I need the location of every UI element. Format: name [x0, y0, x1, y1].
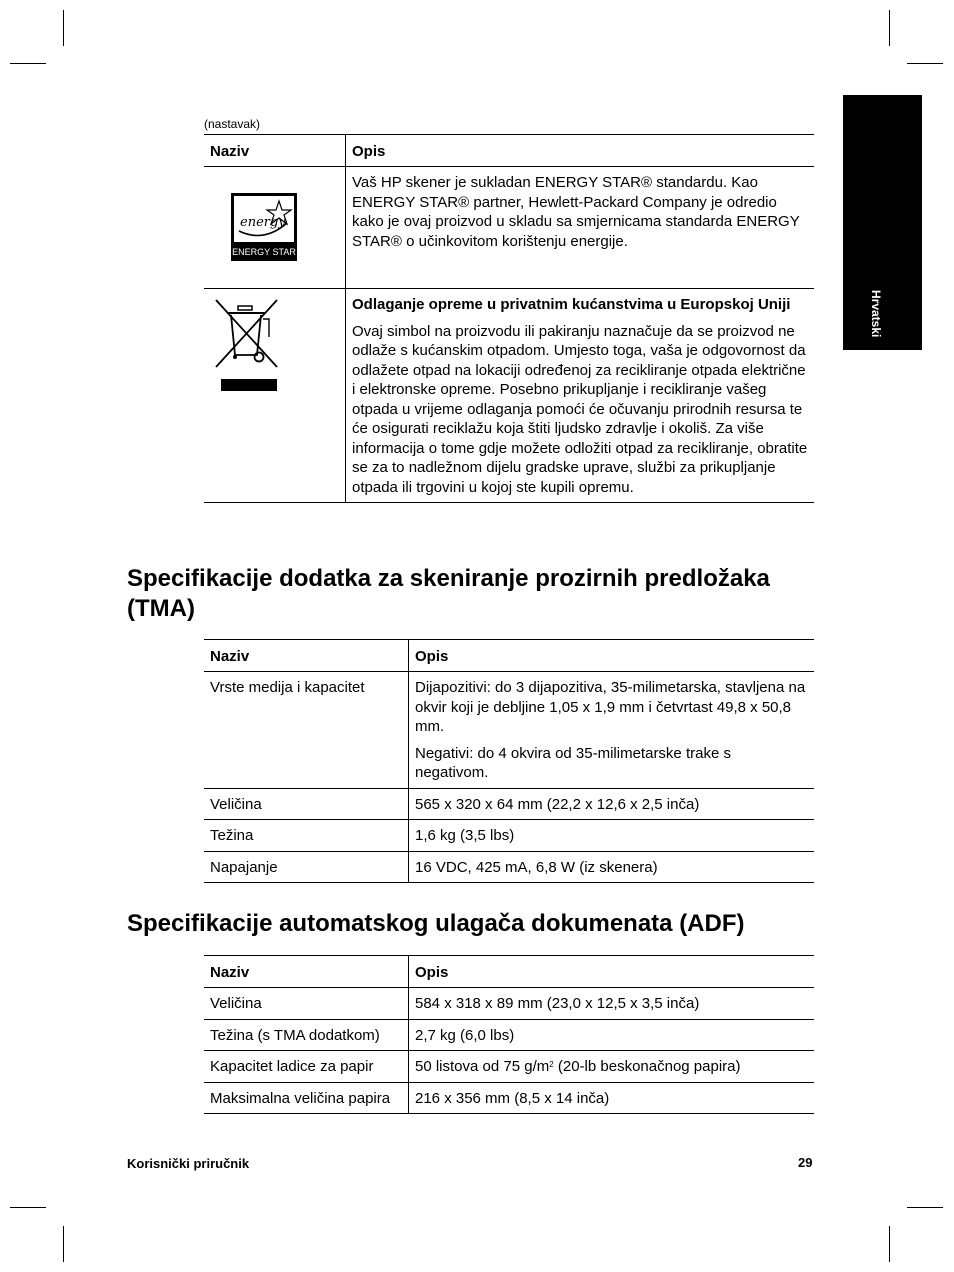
table-row [204, 820, 814, 852]
crop-mark [10, 1207, 46, 1208]
spec-value-text: (20-lb beskonačnog papira) [553, 1058, 741, 1075]
spec-name: Vrste medija i kapacitet [204, 672, 409, 789]
spec-value-text: 50 listova od 75 g/m [415, 1058, 550, 1075]
energy-star-cell [204, 167, 346, 289]
spec-value [409, 672, 815, 789]
header-opis: Opis [409, 640, 815, 672]
continuation-note: (nastavak) [204, 117, 261, 131]
crop-mark [889, 10, 890, 46]
language-tab-label: Hrvatski [869, 290, 883, 338]
weee-cell [204, 289, 346, 503]
svg-text:energy: energy [240, 215, 286, 230]
tma-spec-table [204, 639, 814, 883]
table-row [204, 1082, 814, 1114]
weee-title: Odlaganje opreme u privatnim kućanstvima u Europskoj Uniji [352, 296, 791, 313]
table-row [204, 788, 814, 820]
superscript: 2 [549, 1060, 554, 1069]
spec-value-text: Negativi: do 4 okvira od 35-milimetarske trake s negativom. [415, 744, 731, 781]
table-row [204, 1019, 814, 1051]
table-row [204, 988, 814, 1020]
spec-name: Napajanje [204, 851, 409, 883]
spec-value: 584 x 318 x 89 mm (23,0 x 12,5 x 3,5 inča) [409, 988, 815, 1020]
table-header-row [204, 956, 814, 988]
spec-value: 216 x 356 mm (8,5 x 14 inča) [409, 1082, 815, 1114]
page-number: 29 [798, 1155, 813, 1170]
tma-section-title: Specifikacije dodatka za skeniranje prozirnih predložaka (TMA) [127, 565, 770, 622]
table-header-row [204, 640, 814, 672]
spec-value: 565 x 320 x 64 mm (22,2 x 12,6 x 2,5 inča) [409, 788, 815, 820]
adf-spec-table [204, 955, 814, 1114]
crop-mark [63, 10, 64, 46]
crop-mark [889, 1226, 890, 1262]
energy-star-logo-icon [231, 193, 297, 261]
energy-star-logo-text: ENERGY STAR [232, 247, 296, 257]
spec-value: 1,6 kg (3,5 lbs) [409, 820, 815, 852]
crop-mark [10, 63, 46, 64]
language-tab [843, 95, 922, 350]
spec-name: Težina [204, 820, 409, 852]
crop-mark [63, 1226, 64, 1262]
spec-value: 2,7 kg (6,0 lbs) [409, 1019, 815, 1051]
weee-crossed-bin-icon [213, 297, 283, 393]
header-naziv: Naziv [204, 956, 409, 988]
table-row [204, 1051, 814, 1083]
crop-mark [907, 63, 943, 64]
header-opis: Opis [409, 956, 815, 988]
footer-title: Korisnički priručnik [127, 1156, 250, 1171]
header-naziv: Naziv [204, 640, 409, 672]
weee-desc [346, 289, 815, 503]
regulatory-table [204, 134, 814, 503]
crop-mark [907, 1207, 943, 1208]
header-opis: Opis [346, 135, 815, 167]
table-row [204, 672, 814, 789]
spec-value [409, 1051, 815, 1083]
spec-value-text: Dijapozitivi: do 3 dijapozitiva, 35-milimetarska, stavljena na okvir koji je debljine 1,05 x 1,9 mm i četvrtast 49,8 x 50,8 mm. [415, 679, 806, 735]
energy-star-text: Vaš HP skener je sukladan ENERGY STAR® standardu. Kao ENERGY STAR® partner, Hewlett-Packard Company je odredio kako je ovaj proizvod u skladu sa smjernicama standarda ENERGY STAR® o učinkovitom korištenju energije. [352, 174, 800, 250]
table-row [204, 289, 814, 503]
spec-name: Maksimalna veličina papira [204, 1082, 409, 1114]
spec-value: 16 VDC, 425 mA, 6,8 W (iz skenera) [409, 851, 815, 883]
header-naziv: Naziv [204, 135, 346, 167]
table-row [204, 851, 814, 883]
spec-name: Veličina [204, 988, 409, 1020]
table-row [204, 167, 814, 289]
spec-name: Veličina [204, 788, 409, 820]
spec-name: Kapacitet ladice za papir [204, 1051, 409, 1083]
spec-name: Težina (s TMA dodatkom) [204, 1019, 409, 1051]
adf-section-title: Specifikacije automatskog ulagača dokumenata (ADF) [127, 910, 745, 937]
energy-star-desc [346, 167, 815, 289]
table-header-row [204, 135, 814, 167]
weee-text: Ovaj simbol na proizvodu ili pakiranju naznačuje da se proizvod ne odlaže s kućanskim otpadom. Umjesto toga, vaša je odgovornost da odlažete otpad na lokaciji određenoj za recikliranje otpada električne i elektronske opreme. Posebno prikupljanje i recikliranje vašeg otpada u vrijeme odlaganja pomoći će očuvanju prirodnih resursa te će osigurati reciklažu koja štiti ljudsko zdravlje i okoliš. Za više informacija o tome gdje možete odložiti otpad za recikliranje, obratite se za to nadležnom dijelu gradske uprave, službi za prikupljanje otpada ili trgovini u kojoj ste kupili opremu. [352, 322, 808, 496]
